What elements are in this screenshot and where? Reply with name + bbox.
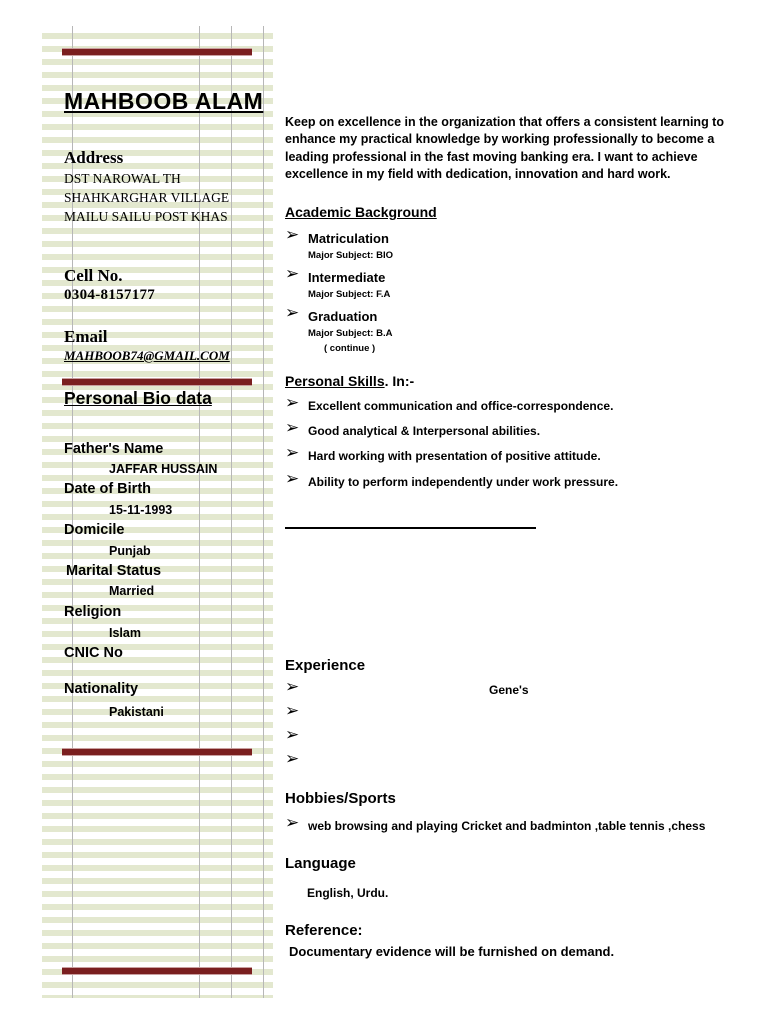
language-value: English, Urdu. [307,886,389,900]
grid-line [199,26,200,998]
bio-value-father: JAFFAR HUSSAIN [109,462,218,476]
bio-value-nationality: Pakistani [109,705,164,719]
skill-item: Hard working with presentation of positive attitude. [308,449,601,463]
candidate-name: MAHBOOB ALAM [64,88,264,114]
career-objective: Keep on excellence in the organization that offers a consistent learning to enhance my practical knowledge by working professionally to become a leading professional in the fast moving banking era. I want to achieve excellence in my field with dedication, innovation and hard work. [285,115,724,181]
hobby-item: web browsing and playing Cricket and badminton ,table tennis ,chess [308,819,706,833]
experience-item: Gene's [489,683,529,697]
bio-value-domicile: Punjab [109,544,151,558]
language-title: Language [285,855,356,872]
academic-subject: Major Subject: BIO [308,250,393,261]
bio-value-marital: Married [109,584,155,598]
bio-label-domicile: Domicile [64,522,125,538]
bio-label-marital: Marital Status [66,563,162,579]
arrow-bullet-icon: ➢ [285,264,300,284]
address-line: SHAHKARGHAR VILLAGE [64,190,230,205]
arrow-bullet-icon: ➢ [285,418,300,438]
cell-label: Cell No. [64,266,123,285]
reference-value: Documentary evidence will be furnished on demand. [289,944,615,959]
bio-label-father: Father's Name [64,441,164,457]
arrow-bullet-icon: ➢ [285,393,300,413]
address-label: Address [64,148,124,167]
email-label: Email [64,327,108,346]
arrow-bullet-icon: ➢ [285,701,300,721]
academic-subject: Major Subject: B.A [308,328,393,339]
hobbies-title: Hobbies/Sports [285,790,396,807]
arrow-bullet-icon: ➢ [285,725,300,745]
arrow-bullet-icon: ➢ [285,443,300,463]
divider-bar [62,967,252,975]
academic-item: Matriculation [308,231,389,246]
academic-note: ( continue ) [324,343,376,354]
skill-item: Ability to perform independently under work pressure. [308,475,619,489]
academic-item: Intermediate [308,270,386,285]
academic-subject: Major Subject: F.A [308,289,391,300]
skills-heading [285,373,414,391]
arrow-bullet-icon: ➢ [285,469,300,489]
bio-value-dob: 15-11-1993 [109,503,173,517]
academic-item: Graduation [308,309,378,324]
skill-item: Excellent communication and office-correspondence. [308,399,614,413]
arrow-bullet-icon: ➢ [285,813,300,833]
horizontal-rule [285,527,536,529]
divider-bar [62,378,252,386]
arrow-bullet-icon: ➢ [285,303,300,323]
experience-title: Experience [285,657,366,674]
academic-title: Academic Background [285,204,437,220]
divider-bar [62,748,252,756]
address-line: MAILU SAILU POST KHAS [64,209,228,224]
cell-value: 0304-8157177 [64,287,156,303]
bio-label-cnic: CNIC No [64,645,123,661]
bio-value-religion: Islam [109,626,141,640]
skills-suffix: . In:- [384,373,415,389]
bio-label-religion: Religion [64,604,122,620]
sidebar [42,26,273,998]
arrow-bullet-icon: ➢ [285,749,300,769]
grid-line [231,26,232,998]
skills-title: Personal Skills [285,373,385,389]
address-line: DST NAROWAL TH [64,171,181,186]
skill-item: Good analytical & Interpersonal abilities. [308,424,541,438]
bio-title: Personal Bio data [64,388,212,408]
bio-label-dob: Date of Birth [64,481,151,497]
email-value: MAHBOOB74@GMAIL.COM [64,348,230,363]
arrow-bullet-icon: ➢ [285,677,300,697]
reference-title: Reference: [285,922,363,939]
divider-bar [62,48,252,56]
arrow-bullet-icon: ➢ [285,225,300,245]
bio-label-nationality: Nationality [64,681,139,697]
grid-line [263,26,264,998]
